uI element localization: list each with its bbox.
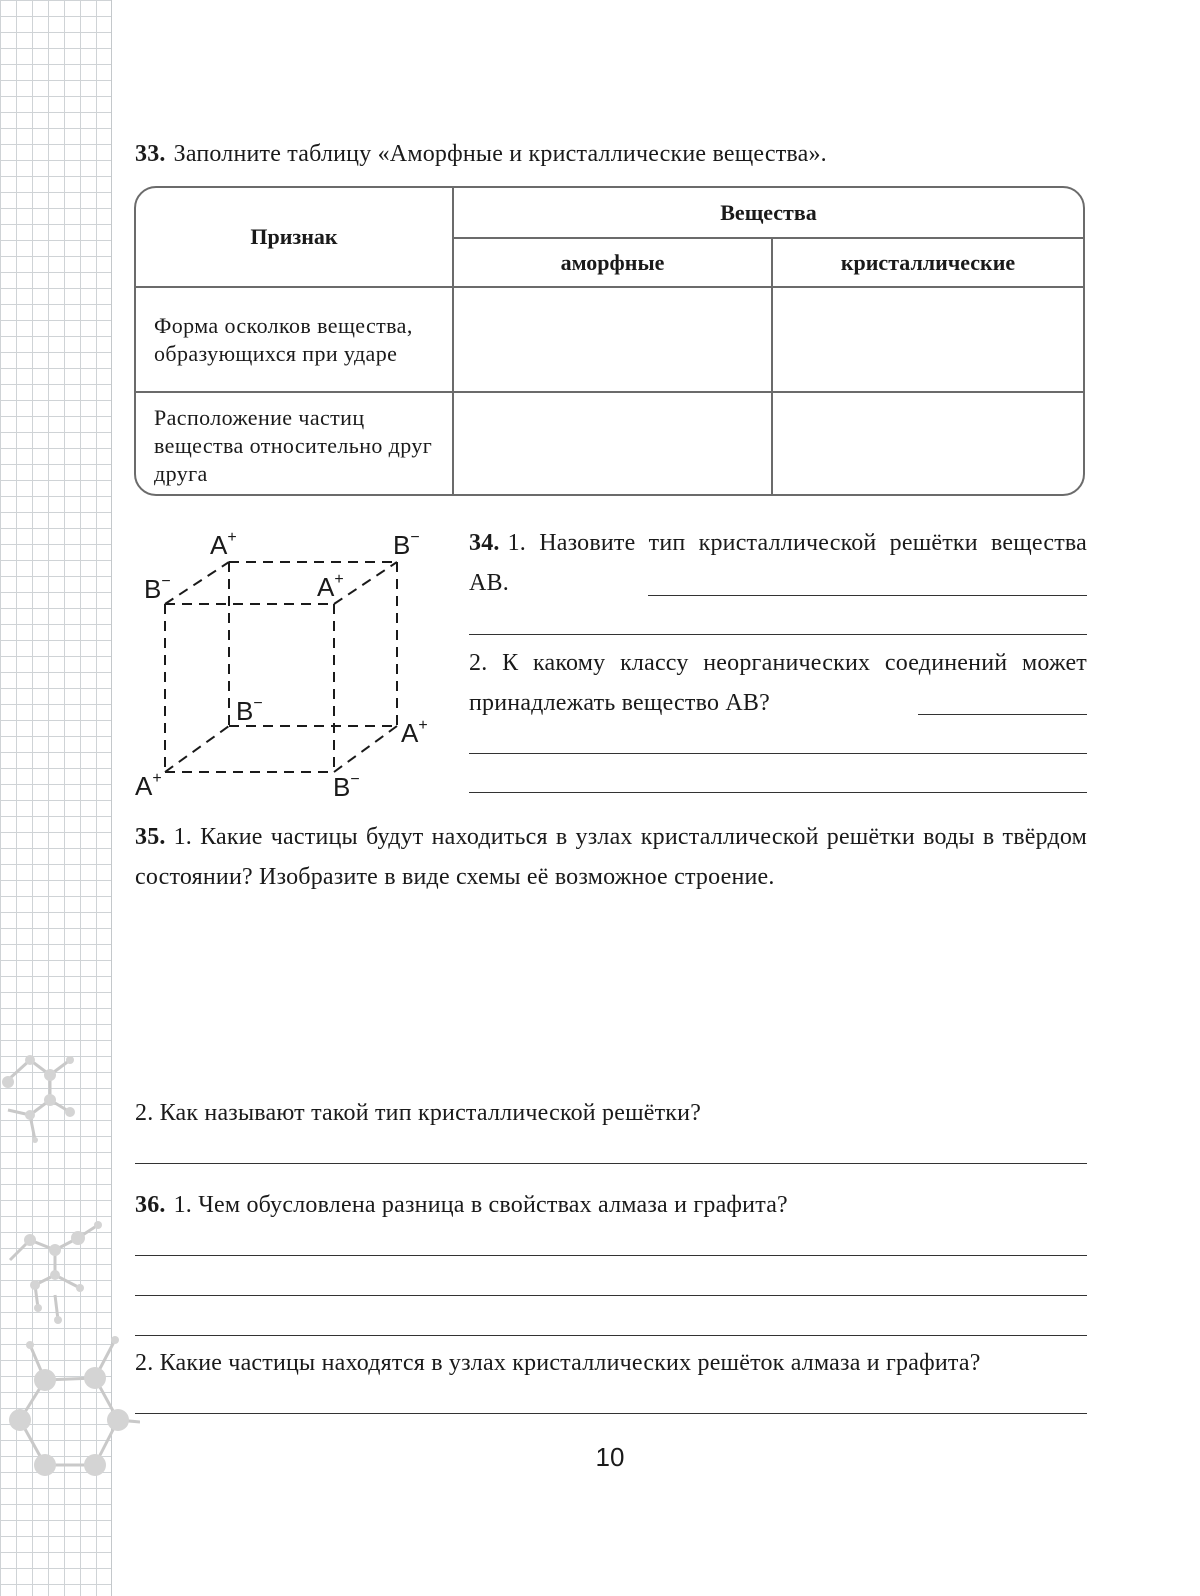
answer-line[interactable]	[918, 714, 1087, 715]
feature-cell: Форма осколков вещества, образующихся при ударе	[136, 287, 453, 392]
header-feature: Признак	[136, 188, 453, 287]
answer-line[interactable]	[135, 1295, 1087, 1296]
page-number: 10	[595, 1442, 625, 1472]
answer-line[interactable]	[469, 753, 1087, 754]
task-35-part-2	[135, 1093, 1087, 1133]
answer-cell-amorphous[interactable]	[453, 392, 772, 496]
task-35-part-1	[135, 817, 1087, 897]
task-33	[135, 134, 1087, 174]
task-36-part-2	[135, 1343, 1087, 1383]
cube-label: A+	[135, 770, 162, 801]
feature-cell: Расположение частиц вещества относительно друг друга	[136, 392, 453, 496]
header-substances: Вещества	[453, 188, 1083, 238]
task-34-part-2	[469, 643, 1087, 723]
task-number: 34.	[469, 530, 500, 556]
drawing-area[interactable]	[135, 900, 1087, 1080]
header-crystalline: кристаллические	[772, 238, 1083, 287]
cube-label: B−	[236, 695, 263, 726]
task-text: 2. Как называют такой тип кристаллической решётки?	[135, 1100, 702, 1126]
cube-label: B−	[393, 529, 420, 560]
answer-line[interactable]	[469, 634, 1087, 635]
molecule-decoration-icon	[0, 1040, 140, 1490]
answer-cell-crystalline[interactable]	[772, 392, 1083, 496]
task-36-part-1	[135, 1185, 1087, 1225]
task-number: 36.	[135, 1192, 166, 1218]
task-34-part-1	[469, 523, 1087, 603]
task-text: 1. Назовите тип кристаллической решётки вещества АВ.	[469, 530, 1087, 596]
header-amorphous: аморфные	[453, 238, 772, 287]
crystal-lattice-cube-diagram	[120, 520, 450, 810]
task-text: 1. Чем обусловлена разница в свойствах алмаза и графита?	[173, 1192, 788, 1218]
table-row	[136, 287, 1083, 392]
task-number: 33.	[135, 141, 166, 167]
answer-line[interactable]	[135, 1335, 1087, 1336]
answer-cell-amorphous[interactable]	[453, 287, 772, 392]
cube-label: A+	[210, 529, 237, 560]
table-row	[136, 392, 1083, 496]
task-text: Заполните таблицу «Аморфные и кристаллические вещества».	[173, 141, 827, 167]
answer-cell-crystalline[interactable]	[772, 287, 1083, 392]
substances-table	[134, 186, 1085, 496]
answer-line[interactable]	[135, 1255, 1087, 1256]
answer-line[interactable]	[648, 595, 1087, 596]
cube-label: B−	[144, 573, 171, 604]
cube-label: B−	[333, 771, 360, 802]
answer-line[interactable]	[469, 792, 1087, 793]
answer-line[interactable]	[135, 1413, 1087, 1414]
task-number: 35.	[135, 824, 166, 850]
task-text: 2. Какие частицы находятся в узлах кристаллических решёток алмаза и графита?	[135, 1350, 981, 1376]
cube-label: A+	[401, 717, 428, 748]
answer-line[interactable]	[135, 1163, 1087, 1164]
task-text: 2. К какому классу неорганических соединений может принадлежать вещество АВ?	[469, 650, 1087, 716]
cube-label: A+	[317, 571, 344, 602]
task-text: 1. Какие частицы будут находиться в узлах кристаллической решётки воды в твёрдом состоянии? Изобразите в виде схемы её возможное строение.	[135, 824, 1087, 890]
